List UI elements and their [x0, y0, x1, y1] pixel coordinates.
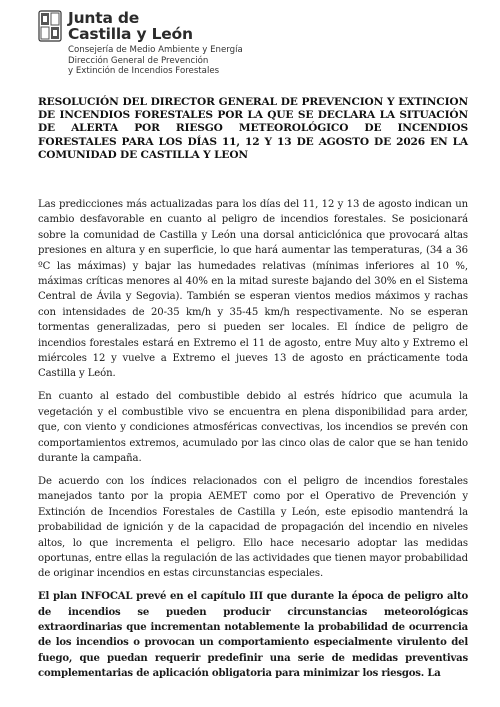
document-body [38, 197, 468, 689]
paragraph-2: En cuanto al estado del combustible debido al estrés hídrico que acumula la vegetación y el combustible vivo se encuentra en plena disponibilidad para arder, que, con viento y condiciones atmosféricas convectivas, los incendios se prevén con comportamientos extremos, acumulado por las cinco olas de calor que se han tenido durante la campaña. [38, 391, 468, 464]
department-line3: y Extinción de Incendios Forestales [68, 66, 220, 76]
brand-name-line2: Castilla y León [68, 25, 193, 43]
document-title: RESOLUCIÓN DEL DIRECTOR GENERAL DE PREVENCION Y EXTINCION DE INCENDIOS FORESTALES POR LA QUE SE DECLARA LA SITUACIÓN DE ALERTA POR RIESGO METEOROLÓGICO DE INCENDIOS FORESTALES PARA LOS DÍAS 11, 12 Y 13 DE AGOSTO DE 2026 EN LA COMUNIDAD DE CASTILLA Y LEON [38, 96, 468, 161]
letterhead [38, 10, 458, 74]
paragraph-3: De acuerdo con los índices relacionados con el peligro de incendios forestales manejados tanto por la propia AEMET como por el Operativo de Prevención y Extinción de Incendios Forestales de Castilla y León, este episodio mantendrá la probabilidad de ignición y de la capacidad de propagación del incendio en niveles altos, lo que incrementa el peligro. Ello hace necesario adoptar las medidas oportunas, entre ellas la regulación de las actividades que tienen mayor probabilidad de originar incendios en estas circunstancias especiales. [38, 475, 468, 580]
paragraph-1: Las predicciones más actualizadas para los días del 11, 12 y 13 de agosto indican un cambio desfavorable en cuanto al peligro de incendios forestales. Se posicionará sobre la comunidad de Castilla y León una dorsal anticiclónica que provocará altas presiones en altura y en superficie, lo que hará aumentar las temperaturas, (34 a 36 ºC las máximas) y bajar las humedades relativas (mínimas inferiores al 10 %, máximas críticas menores al 40% en la mitad sureste bajando del 30% en el Sistema Central de Ávila y Segovia). También se esperan vientos medios máximos y rachas con intensidades de 20-35 km/h y 35-45 km/h respectivamente. No se esperan tormentas generalizadas, pero si pueden ser locales. El índice de peligro de incendios forestales estará en Extremo el 11 de agosto, entre Muy alto y Extremo el miércoles 12 y vuelve a Extremo el jueves 13 de agosto en prácticamente toda Castilla y León. [38, 199, 468, 380]
department-line1: Consejería de Medio Ambiente y Energía [68, 45, 243, 55]
brand-name-line1: Junta de [68, 9, 140, 27]
paragraph-4: El plan INFOCAL prevé en el capítulo III que durante la época de peligro alto de incendios se pueden producir circunstancias meteorológicas extraordinarias que incrementan notablemente la probabilidad de ocurrencia de los incendios o provocan un comportamiento especialmente virulento del fuego, que puedan requerir predefinir una serie de medidas preventivas complementarias de aplicación obligatoria para minimizar los riesgos. La [38, 591, 468, 680]
department-line2: Dirección General de Prevención [68, 55, 209, 66]
coat-of-arms-icon [38, 10, 62, 42]
